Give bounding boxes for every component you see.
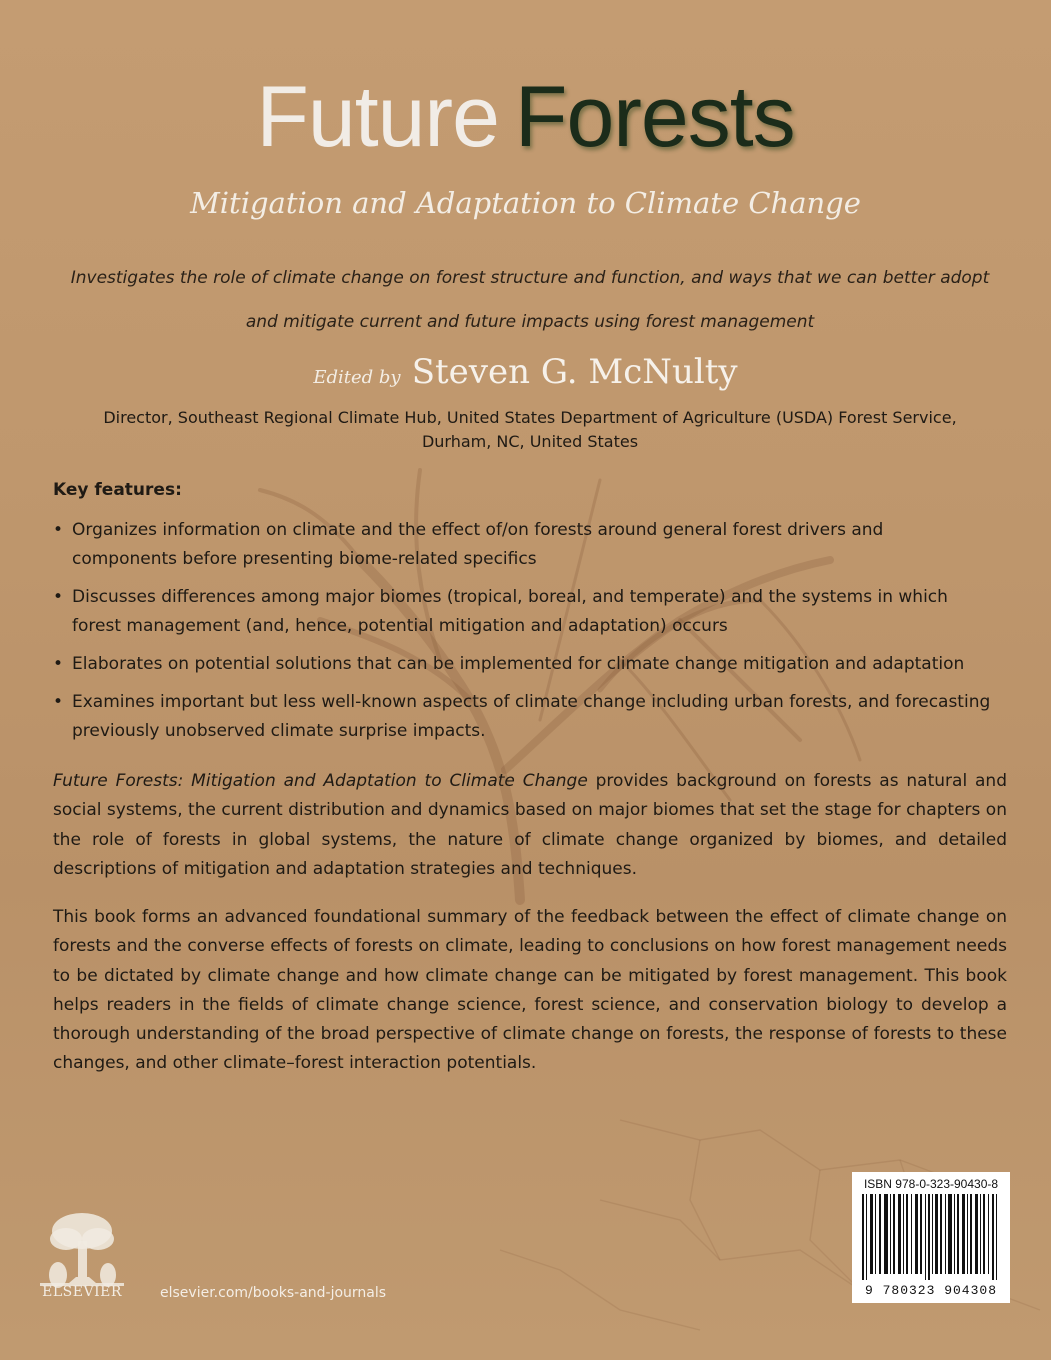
feature-text: Examines important but less well-known aspects of climate change including urban forests, and forecasting previously unobserved climate surprise impacts. <box>72 692 991 741</box>
title-word-forests: Forests <box>514 69 795 165</box>
bullet-icon: • <box>53 692 64 712</box>
editor-name: Steven G. McNulty <box>411 352 738 392</box>
isbn-number: ISBN 978-0-323-90430-8 <box>863 1177 999 1191</box>
publisher-url-link[interactable]: elsevier.com/books-and-journals <box>160 1285 387 1301</box>
list-item <box>53 583 993 641</box>
description-paragraph-1 <box>53 767 1007 884</box>
key-features-heading: Key features: <box>53 480 182 500</box>
bullet-icon: • <box>53 587 64 607</box>
editor-affiliation <box>80 406 980 454</box>
publisher-name: ELSEVIER <box>42 1284 122 1300</box>
list-item <box>53 688 993 746</box>
list-item <box>53 516 993 574</box>
feature-text: Organizes information on climate and the effect of/on forests around general forest drivers and components before presenting biome-related specifics <box>72 520 884 569</box>
isbn-barcode <box>852 1172 1010 1303</box>
bullet-icon: • <box>53 654 64 674</box>
book-title <box>0 62 1051 172</box>
feature-text: Discusses differences among major biomes (tropical, boreal, and temperate) and the systems in which forest management (and, hence, potential mitigation and adaptation) occurs <box>72 587 948 636</box>
description-book-title: Future Forests: Mitigation and Adaptation to Climate Change <box>53 771 588 791</box>
list-item <box>53 650 993 679</box>
title-word-future: Future <box>256 69 499 165</box>
feature-text: Elaborates on potential solutions that can be implemented for climate change mitigation and adaptation <box>72 654 965 674</box>
key-features-list <box>53 516 993 755</box>
affiliation-line-1: Director, Southeast Regional Climate Hub, United States Department of Agriculture (USDA) Forest Service, <box>103 408 957 427</box>
editor-line <box>0 352 1051 392</box>
bullet-icon: • <box>53 520 64 540</box>
description-paragraph-2: This book forms an advanced foundational summary of the feedback between the effect of climate change on forests and the converse effects of forests on climate, leading to conclusions on how forest management needs to be dictated by climate change and how climate change can be mitigated by forest management. This book helps readers in the fields of climate change science, forest science, and conservation biology to develop a thorough understanding of the broad perspective of climate change on forests, the response of forests to these changes, and other climate–forest interaction potentials. <box>53 907 1007 1074</box>
barcode-bars <box>862 1194 1000 1280</box>
ean-digits: 9 780323 904308 <box>864 1283 998 1298</box>
description-text-1: provides background on forests as natural and social systems, the current distribution and dynamics based on major biomes that set the stage for chapters on the role of forests in global systems, the nature of climate change organized by biomes, and detailed descriptions of mitigation and adaptation strategies and techniques. <box>53 771 1007 879</box>
edited-by-label: Edited by <box>313 367 401 388</box>
book-tagline: Investigates the role of climate change on forest structure and function, and ways that we can better adopt and mitigate current and future impacts using forest management <box>70 268 990 332</box>
affiliation-line-2: Durham, NC, United States <box>421 432 639 451</box>
book-subtitle: Mitigation and Adaptation to Climate Change <box>190 186 861 220</box>
